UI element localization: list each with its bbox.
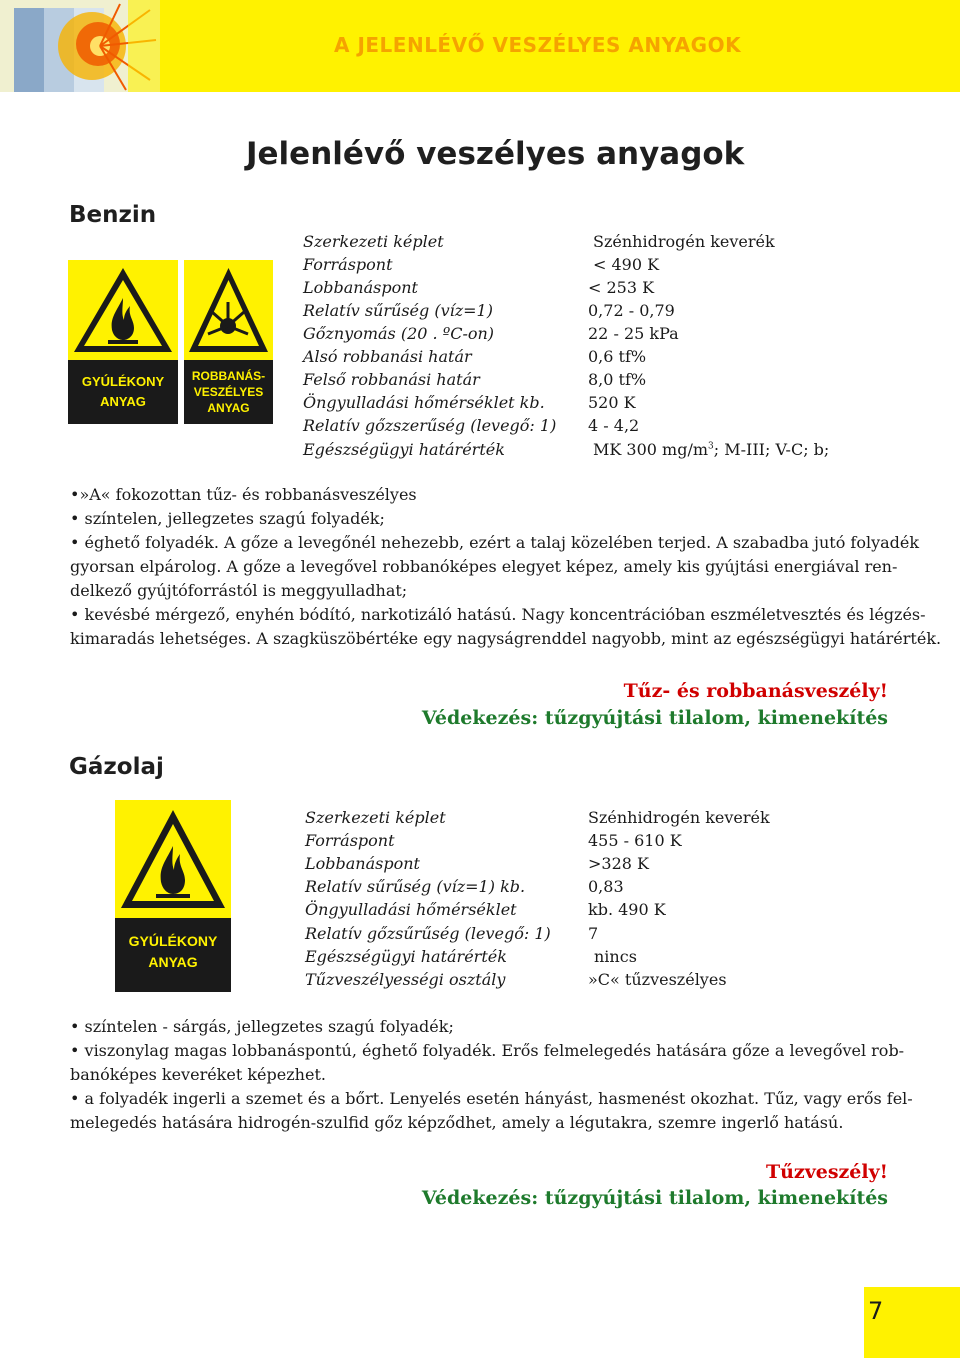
- property-value-superscript: 3: [708, 441, 714, 452]
- property-label: Relatív gőzszerűség (levegő: 1): [303, 416, 557, 435]
- property-label: Szerkezeti képlet: [305, 808, 446, 827]
- property-value: Szénhidrogén keverék: [588, 808, 770, 827]
- property-label: Tűzveszélyességi osztály: [305, 970, 506, 989]
- property-row: [303, 301, 863, 324]
- property-row: [303, 278, 863, 301]
- property-label: Öngyulladási hőmérséklet kb.: [303, 393, 545, 412]
- property-value: 0,72 - 0,79: [588, 301, 675, 320]
- sign-label-line1: GYÚLÉKONY: [128, 933, 218, 949]
- benzin-protection: Védekezés: tűzgyújtási tilalom, kimenekítés: [421, 707, 888, 729]
- gazolaj-warning: Tűzveszély!: [765, 1161, 888, 1183]
- property-row: [303, 255, 863, 278]
- property-row: [303, 232, 863, 255]
- text-line: •»A« fokozottan tűz- és robbanásveszélyes: [70, 485, 417, 504]
- property-row: [305, 970, 825, 993]
- sign-label-line1: GYÚLÉKONY: [81, 374, 165, 389]
- property-row: [305, 877, 825, 900]
- property-value: nincs: [594, 947, 637, 966]
- property-value: < 490 K: [593, 255, 660, 274]
- section-title-benzin: Benzin: [69, 202, 157, 228]
- property-value: Szénhidrogén keverék: [593, 232, 775, 251]
- sign-label-line3: ANYAG: [207, 401, 250, 415]
- page-title: Jelenlévő veszélyes anyagok: [246, 136, 745, 172]
- text-line: • éghető folyadék. A gőze a levegőnél nehezebb, ezért a talaj közelében terjed. A szabadba jutó folyadék: [70, 533, 920, 552]
- text-line: • színtelen - sárgás, jellegzetes szagú folyadék;: [70, 1017, 454, 1036]
- text-line: banóképes keveréket képezhet.: [70, 1065, 326, 1084]
- property-value: kb. 490 K: [588, 900, 666, 919]
- text-line: gyorsan elpárolog. A gőze a levegővel robbanóképes elegyet képez, amely kis gyújtási energiával ren-: [70, 557, 898, 576]
- text-line: delkező gyújtóforrástól is meggyulladhat;: [70, 581, 408, 600]
- property-row: [305, 854, 825, 877]
- property-value-rest: ; M-III; V-C; b;: [713, 440, 830, 459]
- property-row: [305, 924, 825, 947]
- property-value: >328 K: [588, 854, 649, 873]
- property-label: Forráspont: [305, 831, 395, 850]
- property-label: Felső robbanási határ: [303, 370, 480, 389]
- property-label: Egészségügyi határérték: [303, 440, 505, 459]
- property-value: 7: [588, 924, 599, 943]
- sign-label-line2: ANYAG: [148, 954, 198, 970]
- property-row: [303, 440, 863, 463]
- property-value: 4 - 4,2: [588, 416, 640, 435]
- header-title: A JELENLÉVŐ VESZÉLYES ANYAGOK: [334, 33, 742, 57]
- property-label: Szerkezeti képlet: [303, 232, 444, 251]
- property-label: Relatív gőzsűrűség (levegő: 1): [305, 924, 551, 943]
- text-line: • színtelen, jellegzetes szagú folyadék;: [70, 509, 385, 528]
- property-row: [303, 393, 863, 416]
- property-label: Egészségügyi határérték: [305, 947, 507, 966]
- property-row: [303, 370, 863, 393]
- property-value: [593, 440, 829, 459]
- explosive-warning-sign: [184, 260, 273, 424]
- property-value: 22 - 25 kPa: [588, 324, 679, 343]
- text-line: kimaradás lehetséges. A szagküszöbértéke egy nagyságrenddel nagyobb, mint az egészségügyi határérték.: [70, 629, 942, 648]
- property-label: Öngyulladási hőmérséklet: [305, 900, 517, 919]
- property-label: Alsó robbanási határ: [303, 347, 472, 366]
- property-label: Forráspont: [303, 255, 393, 274]
- property-value: 0,6 tf%: [588, 347, 647, 366]
- flammable-warning-sign: [115, 800, 231, 992]
- gazolaj-protection: Védekezés: tűzgyújtási tilalom, kimenekítés: [421, 1187, 888, 1209]
- text-line: • kevésbé mérgező, enyhén bódító, narkotizáló hatású. Nagy koncentrációban eszméletvesztés és légzés-: [70, 605, 926, 624]
- property-value: 0,83: [588, 877, 624, 896]
- property-label: Lobbanáspont: [303, 278, 418, 297]
- property-label: Relatív sűrűség (víz=1) kb.: [305, 877, 526, 896]
- property-row: [305, 831, 825, 854]
- property-label: Gőznyomás (20 . ºC-on): [303, 324, 495, 343]
- sign-label-line1: ROBBANÁS-: [191, 369, 266, 383]
- property-row: [303, 347, 863, 370]
- property-value: 455 - 610 K: [588, 831, 682, 850]
- flammable-warning-sign: [68, 260, 178, 424]
- property-row: [305, 947, 825, 970]
- benzin-warning: Tűz- és robbanásveszély!: [623, 680, 888, 702]
- property-label: Relatív sűrűség (víz=1): [303, 301, 493, 320]
- sign-label-line2: VESZÉLYES: [193, 385, 264, 399]
- property-value: < 253 K: [588, 278, 655, 297]
- property-value: 8,0 tf%: [588, 370, 647, 389]
- property-label: Lobbanáspont: [305, 854, 420, 873]
- property-row: [305, 808, 825, 831]
- property-value-main: MK 300 mg/m: [593, 440, 709, 459]
- text-line: • viszonylag magas lobbanáspontú, éghető folyadék. Erős felmelegedés hatására gőze a levegővel rob-: [70, 1041, 905, 1060]
- property-row: [305, 900, 825, 923]
- property-row: [303, 324, 863, 347]
- property-value: »C« tűzveszélyes: [588, 970, 727, 989]
- text-line: • a folyadék ingerli a szemet és a bőrt. Lenyelés esetén hányást, hasmenést okozhat. Tűz, vagy erős fel-: [70, 1089, 913, 1108]
- section-title-gazolaj: Gázolaj: [69, 754, 164, 780]
- fire-building-logo-icon: [0, 0, 160, 92]
- property-value: 520 K: [588, 393, 636, 412]
- sign-label-line2: ANYAG: [100, 394, 146, 409]
- property-row: [303, 416, 863, 439]
- page-number: 7: [868, 1297, 884, 1325]
- text-line: melegedés hatására hidrogén-szulfid gőz képződhet, amely a légutakra, szemre ingerlő hatású.: [70, 1113, 844, 1132]
- page-number-box: [864, 1287, 960, 1358]
